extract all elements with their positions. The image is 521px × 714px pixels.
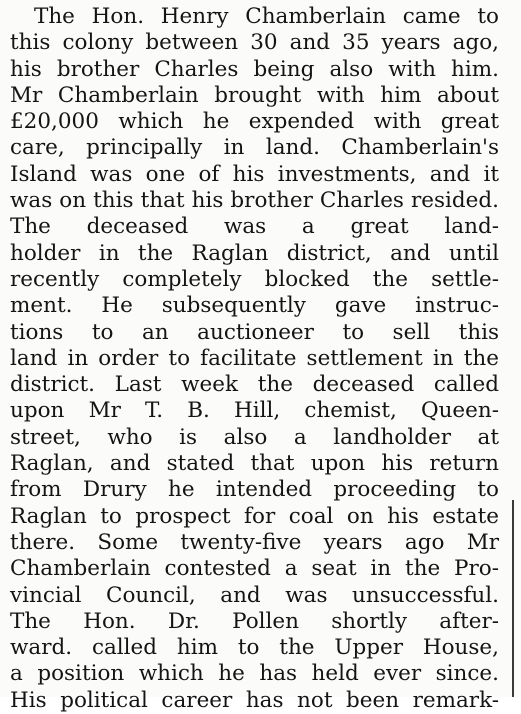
article-line: his brother Charles being also with him. xyxy=(10,56,499,82)
article-line: a position which he has held ever since. xyxy=(10,661,499,687)
article-line: district. Last week the deceased called xyxy=(10,372,499,398)
article-line: The deceased was a great land- xyxy=(10,214,499,240)
article-line: this colony between 30 and 35 years ago, xyxy=(10,30,499,56)
article-line: Chamberlain contested a seat in the Pro- xyxy=(10,556,499,582)
article-line: care, principally in land. Chamberlain's xyxy=(10,135,499,161)
article-line: His political career has not been remark- xyxy=(10,687,499,713)
article-line: land in order to facilitate settlement in the xyxy=(10,345,499,371)
article-line: Mr Chamberlain brought with him about xyxy=(10,82,499,108)
article-line: vincial Council, and was unsuccessful. xyxy=(10,582,499,608)
article-line: recently completely blocked the settle- xyxy=(10,266,499,292)
article-line: was on this that his brother Charles resided. xyxy=(10,188,499,214)
column-rule xyxy=(512,500,514,697)
article-line: holder in the Raglan district, and until xyxy=(10,240,499,266)
article-line: Raglan, and stated that upon his return xyxy=(10,451,499,477)
article-line: £20,000 which he expended with great xyxy=(10,109,499,135)
article-line: upon Mr T. B. Hill, chemist, Queen- xyxy=(10,398,499,424)
article-line: ward. called him to the Upper House, xyxy=(10,635,499,661)
article-line: The Hon. Henry Chamberlain came to xyxy=(34,4,499,29)
article-line: Raglan to prospect for coal on his estate xyxy=(10,503,499,529)
article-column xyxy=(10,4,499,714)
article-line: street, who is also a landholder at xyxy=(10,424,499,450)
article-line: ment. He subsequently gave instruc- xyxy=(10,293,499,319)
article-line: Island was one of his investments, and it xyxy=(10,161,499,187)
article-line: there. Some twenty-five years ago Mr xyxy=(10,529,499,555)
article-line: from Drury he intended proceeding to xyxy=(10,477,499,503)
article-line: tions to an auctioneer to sell this xyxy=(10,319,499,345)
article-line: The Hon. Dr. Pollen shortly after- xyxy=(10,608,499,634)
